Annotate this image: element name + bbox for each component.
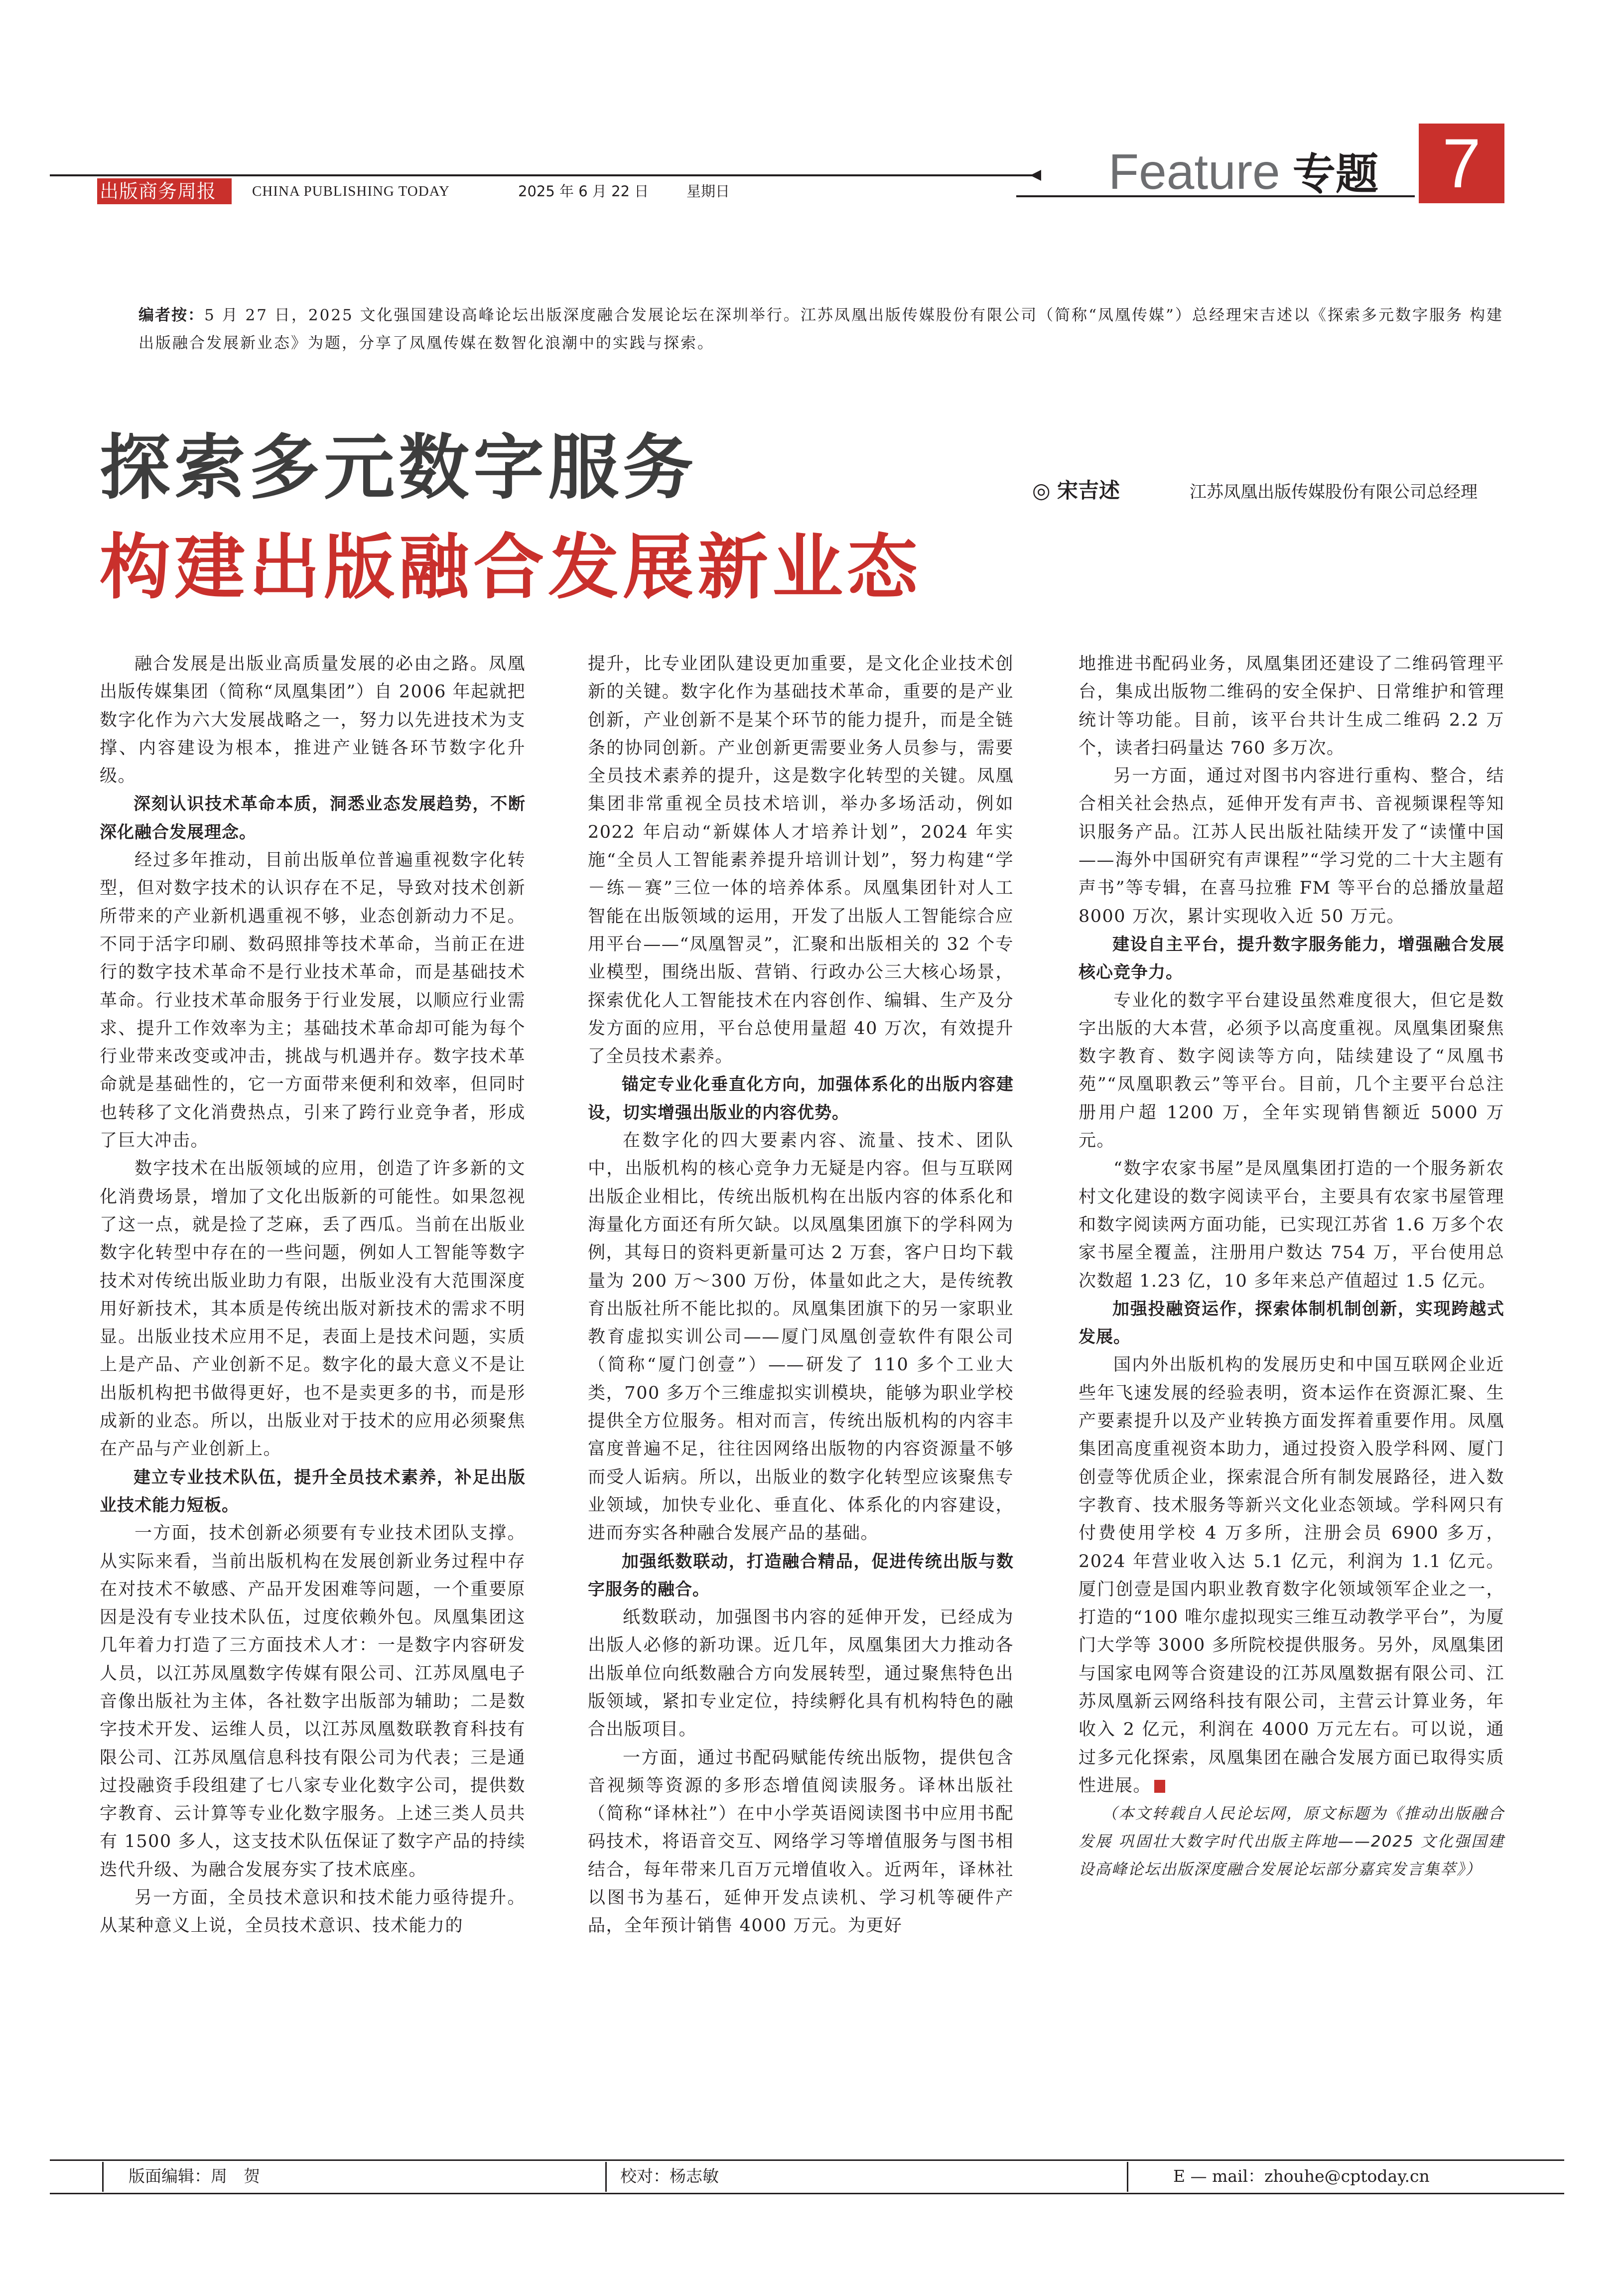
footer-rule-bottom [50,2193,1564,2194]
author-affiliation: 江苏凤凰出版传媒股份有限公司总经理 [1190,482,1478,502]
editor-note-label: 编者按： [138,306,205,324]
body-paragraph: 另一方面，通过对图书内容进行重构、整合，结合相关社会热点，延伸开发有声书、音视频课程等知识服务产品。江苏人民出版社陆续开发了“读懂中国——海外中国研究有声课程”“学习党的二十大主题有声书”等专辑，在喜马拉雅 FM 等平台的总播放量超 8000 万次，累计实现收入近 50 万元。 [1079,766,1504,927]
footer-email: E — mail：zhouhe@cptoday.cn [1173,2166,1430,2186]
body-paragraph: 国内外出版机构的发展历史和中国互联网企业近些年飞速发展的经验表明，资本运作在资源汇聚、生产要素提升以及产业转换方面发挥着重要作用。凤凰集团高度重视资本助力，通过投资入股学科网、厦门创壹等优质企业，探索混合所有制发展路径，进入数字教育、技术服务等新兴文化业态领域。学科网只有付费使用学校 4 万多所，注册会员 6900 多万，2024 年营业收入达 5.1 亿元，利润为 1.1 亿元。厦门创壹是国内职业教育数字化领域领军企业之一，打造的“100 唯尔虚拟现实三维互动教学平台”，为厦门大学等 3000 多所院校提供服务。另外，凤凰集团与国家电网等合资建设的江苏凤凰数据有限公司、江苏凤凰新云网络科技有限公司，主营云计算业务，年收入 2 亿元，利润在 4000 万元左右。可以说，通过多元化探索，凤凰集团在融合发展方面已取得实质性进展。 [1079,1355,1504,1796]
byline-mark-icon: ◎ [1032,478,1051,503]
article-column-3 [1079,650,1504,1883]
body-paragraph: 一方面，通过书配码赋能传统出版物，提供包含音视频等资源的多形态增值阅读服务。译林出版社（简称“译林社”）在中小学英语阅读图书中应用书配码技术，将语音交互、网络学习等增值服务与图书相结合，每年带来几百万元增值收入。近两年，译林社以图书为基石，延伸开发点读机、学习机等硬件产品，全年预计销售 4000 万元。为更好 [588,1747,1014,1936]
body-paragraph: 专业化的数字平台建设虽然难度很大，但它是数字出版的大本营，必须予以高度重视。凤凰集团聚焦数字教育、数字阅读等方向，陆续建设了“凤凰书苑”“凤凰职教云”等平台。目前，几个主要平台总注册用户超 1200 万，全年实现销售额近 5000 万元。 [1079,990,1504,1151]
body-paragraph: 经过多年推动，目前出版单位普遍重视数字化转型，但对数字技术的认识存在不足，导致对技术创新所带来的产业新机遇重视不够，业态创新动力不足。不同于活字印刷、数码照排等技术革命，当前正在进行的数字技术革命不是行业技术革命，而是基础技术革命。行业技术革命服务于行业发展，以顺应行业需求、提升工作效率为主；基础技术革命却可能为每个行业带来改变或冲击，挑战与机遇并存。数字技术革命就是基础性的，它一方面带来便利和效率，但同时也转移了文化消费热点，引来了跨行业竞争者，形成了巨大冲击。 [100,850,526,1151]
body-paragraph: 在数字化的四大要素内容、流量、技术、团队中，出版机构的核心竞争力无疑是内容。但与互联网出版企业相比，传统出版机构在出版内容的体系化和海量化方面还有所欠缺。以凤凰集团旗下的学科网为例，其每日的资料更新量可达 2 万套，客户日均下载量为 200 万～300 万份，体量如此之大，是传统教育出版社所不能比拟的。凤凰集团旗下的另一家职业教育虚拟实训公司——厦门凤凰创壹软件有限公司（简称“厦门创壹”）——研发了 110 多个工业大类，700 多万个三维虚拟实训模块，能够为职业学校提供全方位服务。相对而言，传统出版机构的内容丰富度普遍不足，往往因网络出版物的内容资源量不够而受人诟病。所以，出版业的数字化转型应该聚焦专业领域，加快专业化、垂直化、体系化的内容建设，进而夯实各种融合发展产品的基础。 [588,1131,1014,1544]
article-column-1 [100,650,526,1940]
section-label-en: Feature [1108,144,1280,200]
page-number: 7 [1442,124,1481,202]
body-paragraph: 地推进书配码业务，凤凰集团还建设了二维码管理平台，集成出版物二维码的安全保护、日常维护和管理统计等功能。目前，该平台共计生成二维码 2.2 万个，读者扫码量达 760 多万次。 [1079,654,1504,758]
article-end-icon [1154,1780,1165,1793]
headline-line-1: 探索多元数字服务 [100,427,697,509]
body-paragraph: 另一方面，全员技术意识和技术能力亟待提升。从某种意义上说，全员技术意识、技术能力的 [100,1888,526,1936]
footer-divider [102,2162,104,2192]
footer-editor: 版面编辑：周 贺 [129,2166,260,2186]
body-paragraph: 提升，比专业团队建设更加重要，是文化企业技术创新的关键。数字化作为基础技术革命，重要的是产业创新，产业创新不是某个环节的能力提升，而是全链条的协同创新。产业创新更需要业务人员参与，需要全员技术素养的提升，这是数字化转型的关键。凤凰集团非常重视全员技术培训，举办多场活动，例如 2022 年启动“新媒体人才培养计划”，2024 年实施“全员人工智能素养提升培训计划”，努力构建“学－练－赛”三位一体的培养体系。凤凰集团针对人工智能在出版领域的运用，开发了出版人工智能综合应用平台——“凤凰智灵”，汇聚和出版相关的 32 个专业模型，围绕出版、营销、行政办公三大核心场景，探索优化人工智能技术在内容创作、编辑、生产及分发方面的应用，平台总使用量超 40 万次，有效提升了全员技术素养。 [588,654,1014,1067]
author-name: 宋吉述 [1057,478,1120,503]
publication-name: 出版商务周报 [100,180,217,202]
issue-date: 2025 年 6 月 22 日 [518,183,649,200]
editor-note [138,301,1503,357]
section-heading: 建立专业技术队伍，提升全员技术素养，补足出版业技术能力短板。 [100,1467,526,1515]
masthead-arrow-icon [1030,170,1041,181]
section-label-zh: 专题 [1293,149,1378,199]
body-paragraph: “数字农家书屋”是凤凰集团打造的一个服务新农村文化建设的数字阅读平台，主要具有农家书屋管理和数字阅读两方面功能，已实现江苏省 1.6 万多个农家书屋全覆盖，注册用户数达 754 万，平台使用总次数超 1.23 亿，10 多年来总产值超过 1.5 亿元。 [1079,1159,1504,1291]
source-note: （本文转载自人民论坛网，原文标题为《推动出版融合发展 巩固壮大数字时代出版主阵地——2025 文化强国建设高峰论坛出版深度融合发展论坛部分嘉宾发言集萃》） [1079,1805,1504,1879]
publication-english-name: CHINA PUBLISHING TODAY [252,183,450,199]
footer-rule-top [50,2159,1564,2161]
body-paragraph: 纸数联动，加强图书内容的延伸开发，已经成为出版人必修的新功课。近几年，凤凰集团大力推动各出版单位向纸数融合方向发展转型，通过聚焦特色出版领域，紧扣专业定位，持续孵化具有机构特色的融合出版项目。 [588,1607,1014,1740]
section-heading: 加强投融资运作，探索体制机制创新，实现跨越式发展。 [1079,1299,1504,1347]
issue-weekday: 星期日 [686,183,730,200]
body-paragraph: 数字技术在出版领域的应用，创造了许多新的文化消费场景，增加了文化出版新的可能性。如果忽视了这一点，就是捡了芝麻，丢了西瓜。当前在出版业数字化转型中存在的一些问题，例如人工智能等数字技术对传统出版业助力有限，出版业没有大范围深度用好新技术，其本质是传统出版对新技术的需求不明显。出版业技术应用不足，表面上是技术问题，实质上是产品、产业创新不足。数字化的最大意义不是让出版机构把书做得更好，也不是卖更多的书，而是形成新的业态。所以，出版业对于技术的应用必须聚焦在产品与产业创新上。 [100,1159,526,1460]
section-heading: 深刻认识技术革命本质，洞悉业态发展趋势，不断深化融合发展理念。 [100,794,526,842]
masthead-rule [50,174,1036,176]
section-heading: 锚定专业化垂直化方向，加强体系化的出版内容建设，切实增强出版业的内容优势。 [588,1074,1014,1123]
byline [1032,476,1120,506]
footer-divider [1127,2162,1128,2192]
section-heading: 加强纸数联动，打造融合精品，促进传统出版与数字服务的融合。 [588,1551,1014,1600]
body-paragraph: 一方面，技术创新必须要有专业技术团队支撑。从实际来看，当前出版机构在发展创新业务过程中存在对技术不敏感、产品开发困难等问题，一个重要原因是没有专业技术队伍，过度依赖外包。凤凰集团这几年着力打造了三方面技术人才：一是数字内容研发人员，以江苏凤凰数字传媒有限公司、江苏凤凰电子音像出版社为主体，各社数字出版部为辅助；二是数字技术开发、运维人员，以江苏凤凰数联教育科技有限公司、江苏凤凰信息科技有限公司为代表；三是通过投融资手段组建了七八家专业化数字公司，提供数字教育、云计算等专业化数字服务。上述三类人员共有 1500 多人，这支技术队伍保证了数字产品的持续迭代升级、为融合发展夯实了技术底座。 [100,1523,526,1880]
editor-note-text: 5 月 27 日，2025 文化强国建设高峰论坛出版深度融合发展论坛在深圳举行。江苏凤凰出版传媒股份有限公司（简称“凤凰传媒”）总经理宋吉述以《探索多元数字服务 构建出版融合发展新业态》为题，分享了凤凰传媒在数智化浪潮中的实践与探索。 [138,306,1504,352]
footer-divider [605,2162,607,2192]
article-column-2 [588,650,1014,1940]
body-paragraph: 融合发展是出版业高质量发展的必由之路。凤凰出版传媒集团（简称“凤凰集团”）自 2006 年起就把数字化作为六大发展战略之一，努力以先进技术为支撑、内容建设为根本，推进产业链各环节数字化升级。 [100,654,526,787]
footer-proofreader: 校对：杨志敏 [620,2166,719,2186]
headline-line-2: 构建出版融合发展新业态 [100,527,922,609]
section-heading: 建设自主平台，提升数字服务能力，增强融合发展核心竞争力。 [1079,934,1504,983]
